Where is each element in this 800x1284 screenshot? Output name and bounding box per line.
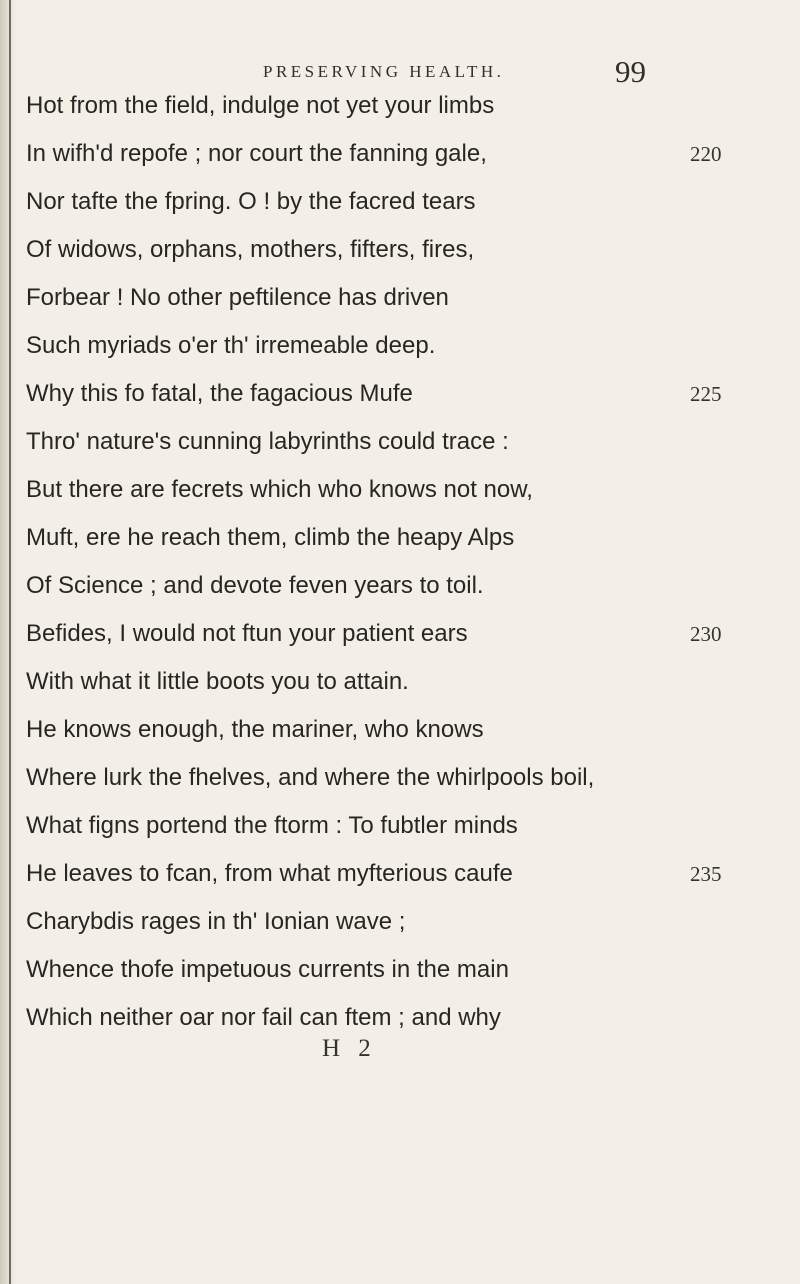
binding-gutter-line [9,0,11,1284]
verse-line: Which neither oar nor fail can ftem ; and why [26,1004,501,1031]
verse-line: With what it little boots you to attain. [26,668,409,695]
verse-line: Hot from the field, indulge not yet your limbs [26,92,495,119]
verse-line: Where lurk the fhelves, and where the whirlpools boil, [26,764,595,791]
verse-line: In wifh'd repofe ; nor court the fanning gale, [26,140,487,167]
verse-line: But there are fecrets which who knows not now, [26,476,533,503]
page-number: 99 [615,54,646,89]
page-header [0,52,800,92]
line-number: 225 [690,382,722,406]
verse-line: What figns portend the ftorm : To fubtler minds [26,812,518,839]
verse-line: Forbear ! No other peftilence has driven [26,284,449,311]
line-number: 235 [690,862,722,886]
line-number: 230 [690,622,722,646]
verse-line: Befides, I would not ftun your patient ears [26,620,468,647]
verse-line: Of Science ; and devote feven years to toil. [26,572,484,599]
verse-line: Charybdis rages in th' Ionian wave ; [26,908,406,935]
verse-line: Muft, ere he reach them, climb the heapy Alps [26,524,515,551]
verse-line: Thro' nature's cunning labyrinths could trace : [26,428,509,455]
signature-mark: H 2 [322,1035,377,1062]
verse-line: Such myriads o'er th' irremeable deep. [26,332,436,359]
verse-line: Of widows, orphans, mothers, fifters, fires, [26,236,475,263]
binding-gutter-shadow [0,0,16,1284]
verse-line: He leaves to fcan, from what myfterious caufe [26,860,513,887]
line-number: 220 [690,142,722,166]
verse-line: Nor tafte the fpring. O ! by the facred tears [26,188,476,215]
verse-line: He knows enough, the mariner, who knows [26,716,484,743]
verse-line: Why this fo fatal, the fagacious Mufe [26,380,413,407]
running-head: PRESERVING HEALTH. [263,62,505,81]
verse-line: Whence thofe impetuous currents in the main [26,956,509,983]
